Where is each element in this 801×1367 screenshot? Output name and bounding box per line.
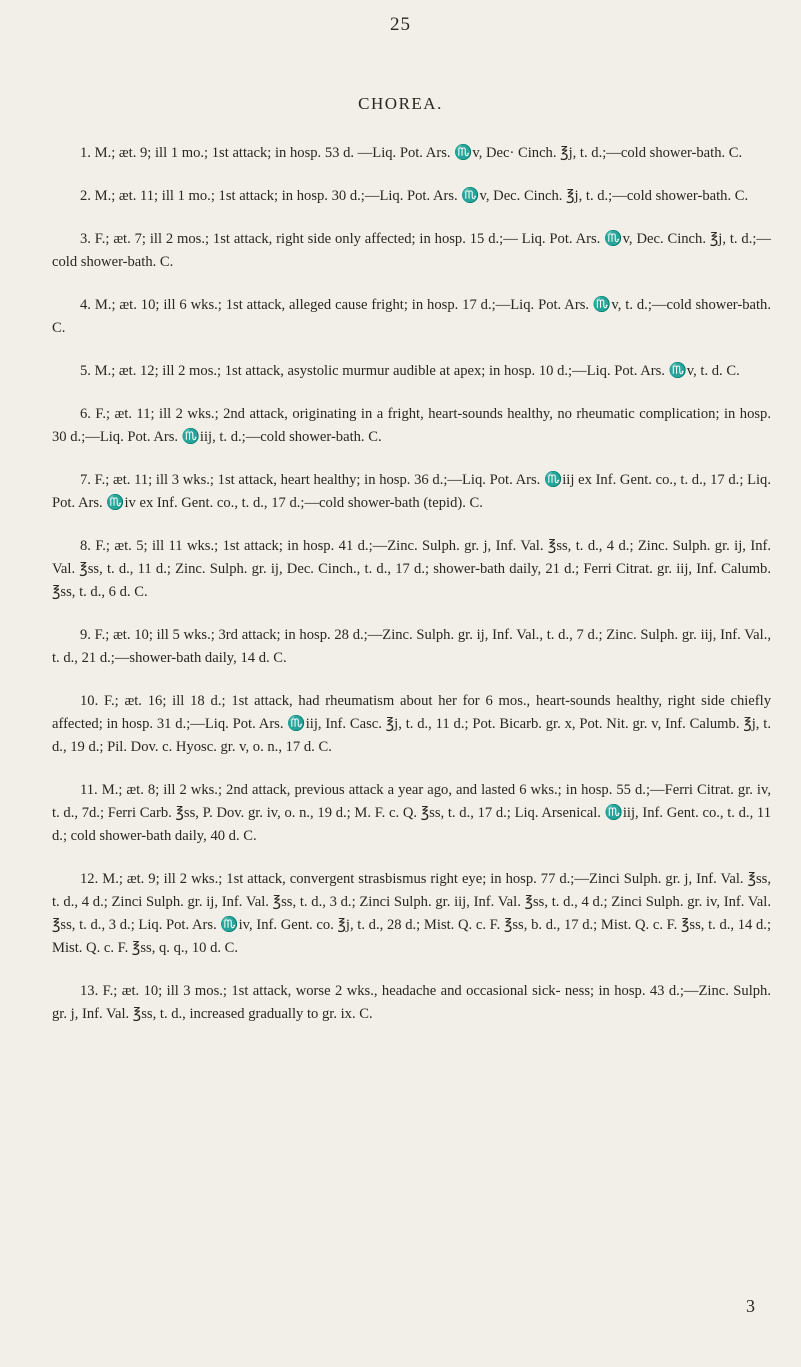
case-entry-3: 3. F.; æt. 7; ill 2 mos.; 1st attack, right side only affected; in hosp. 15 d.;— Liq. Pot. Ars. ♏v, Dec. Cinch. ℥j, t. d.;—cold shower-bath. C. xyxy=(52,231,771,270)
section-heading: CHOREA. xyxy=(358,94,443,113)
case-entry-5: 5. M.; æt. 12; ill 2 mos.; 1st attack, asystolic murmur audible at apex; in hosp. 10 d.;—Liq. Pot. Ars. ♏v, t. d. C. xyxy=(80,363,740,379)
case-entry-13: 13. F.; æt. 10; ill 3 mos.; 1st attack, worse 2 wks., headache and occasional sick- ness; in hosp. 43 d.;—Zinc. Sulph. gr. j, Inf. Val. ℥ss, t. d., increased gradually to gr. ix. C. xyxy=(52,983,771,1022)
page-number: 25 xyxy=(390,14,411,35)
case-entry-4: 4. M.; æt. 10; ill 6 wks.; 1st attack, alleged cause fright; in hosp. 17 d.;—Liq. Pot. Ars. ♏v, t. d.;—cold shower-bath. C. xyxy=(52,297,771,336)
case-entry-9: 9. F.; æt. 10; ill 5 wks.; 3rd attack; in hosp. 28 d.;—Zinc. Sulph. gr. ij, Inf. Val., t. d., 7 d.; Zinc. Sulph. gr. iij, Inf. Val., t. d., 21 d.;—shower-bath daily, 14 d. C. xyxy=(52,627,771,666)
case-entry-12: 12. M.; æt. 9; ill 2 wks.; 1st attack, convergent strasbismus right eye; in hosp. 77 d.;—Zinci Sulph. gr. j, Inf. Val. ℥ss, t. d., 4 d.; Zinci Sulph. gr. ij, Inf. Val. ℥ss, t. d., 3 d.; Zinci Sulph. gr. iij, Inf. Val. ℥ss, t. d., 4 d.; Zinci Sulph. gr. iv, Inf. Val. ℥ss, t. d., 3 d.; Liq. Pot. Ars. ♏iv, Inf. Gent. co. ℥j, t. d., 28 d.; Mist. Q. c. F. ℥ss, b. d., 17 d.; Mist. Q. c. F. ℥ss, t. d., 14 d.; Mist. Q. c. F. ℥ss, q. q., 10 d. C. xyxy=(52,871,771,956)
case-entry-11: 11. M.; æt. 8; ill 2 wks.; 2nd attack, previous attack a year ago, and lasted 6 wks.; in hosp. 55 d.;—Ferri Citrat. gr. iv, t. d., 7d.; Ferri Carb. ℥ss, P. Dov. gr. iv, o. n., 19 d.; M. F. c. Q. ℥ss, t. d., 17 d.; Liq. Arsenical. ♏iij, Inf. Gent. co., t. d., 11 d.; cold shower-bath daily, 40 d. C. xyxy=(52,782,771,844)
case-entry-10: 10. F.; æt. 16; ill 18 d.; 1st attack, had rheumatism about her for 6 mos., heart-sounds healthy, right side chiefly affected; in hosp. 31 d.;—Liq. Pot. Ars. ♏iij, Inf. Casc. ℥j, t. d., 11 d.; Pot. Bicarb. gr. x, Pot. Nit. gr. v, Inf. Calumb. ℥j, t. d., 19 d.; Pil. Dov. c. Hyosc. gr. v, o. n., 17 d. C. xyxy=(52,693,771,755)
case-list xyxy=(52,142,771,1046)
case-entry-8: 8. F.; æt. 5; ill 11 wks.; 1st attack; in hosp. 41 d.;—Zinc. Sulph. gr. j, Inf. Val. ℥ss, t. d., 4 d.; Zinc. Sulph. gr. ij, Inf. Val. ℥ss, t. d., 11 d.; Zinc. Sulph. gr. ij, Dec. Cinch., t. d., 17 d.; shower-bath daily, 21 d.; Ferri Citrat. gr. iij, Inf. Calumb. ℥ss, t. d., 6 d. C. xyxy=(52,538,771,600)
case-entry-7: 7. F.; æt. 11; ill 3 wks.; 1st attack, heart healthy; in hosp. 36 d.;—Liq. Pot. Ars. ♏iij ex Inf. Gent. co., t. d., 17 d.; Liq. Pot. Ars. ♏iv ex Inf. Gent. co., t. d., 17 d.;—cold shower-bath (tepid). C. xyxy=(52,472,771,511)
case-entry-6: 6. F.; æt. 11; ill 2 wks.; 2nd attack, originating in a fright, heart-sounds healthy, no rheumatic complication; in hosp. 30 d.;—Liq. Pot. Ars. ♏iij, t. d.;—cold shower-bath. C. xyxy=(52,406,771,445)
case-entry-1: 1. M.; æt. 9; ill 1 mo.; 1st attack; in hosp. 53 d. —Liq. Pot. Ars. ♏v, Dec· Cinch. ℥j, t. d.;—cold shower-bath. C. xyxy=(80,145,743,161)
case-entry-2: 2. M.; æt. 11; ill 1 mo.; 1st attack; in hosp. 30 d.;—Liq. Pot. Ars. ♏v, Dec. Cinch. ℥j, t. d.;—cold shower-bath. C. xyxy=(80,188,749,204)
signature-mark: 3 xyxy=(746,1296,755,1316)
